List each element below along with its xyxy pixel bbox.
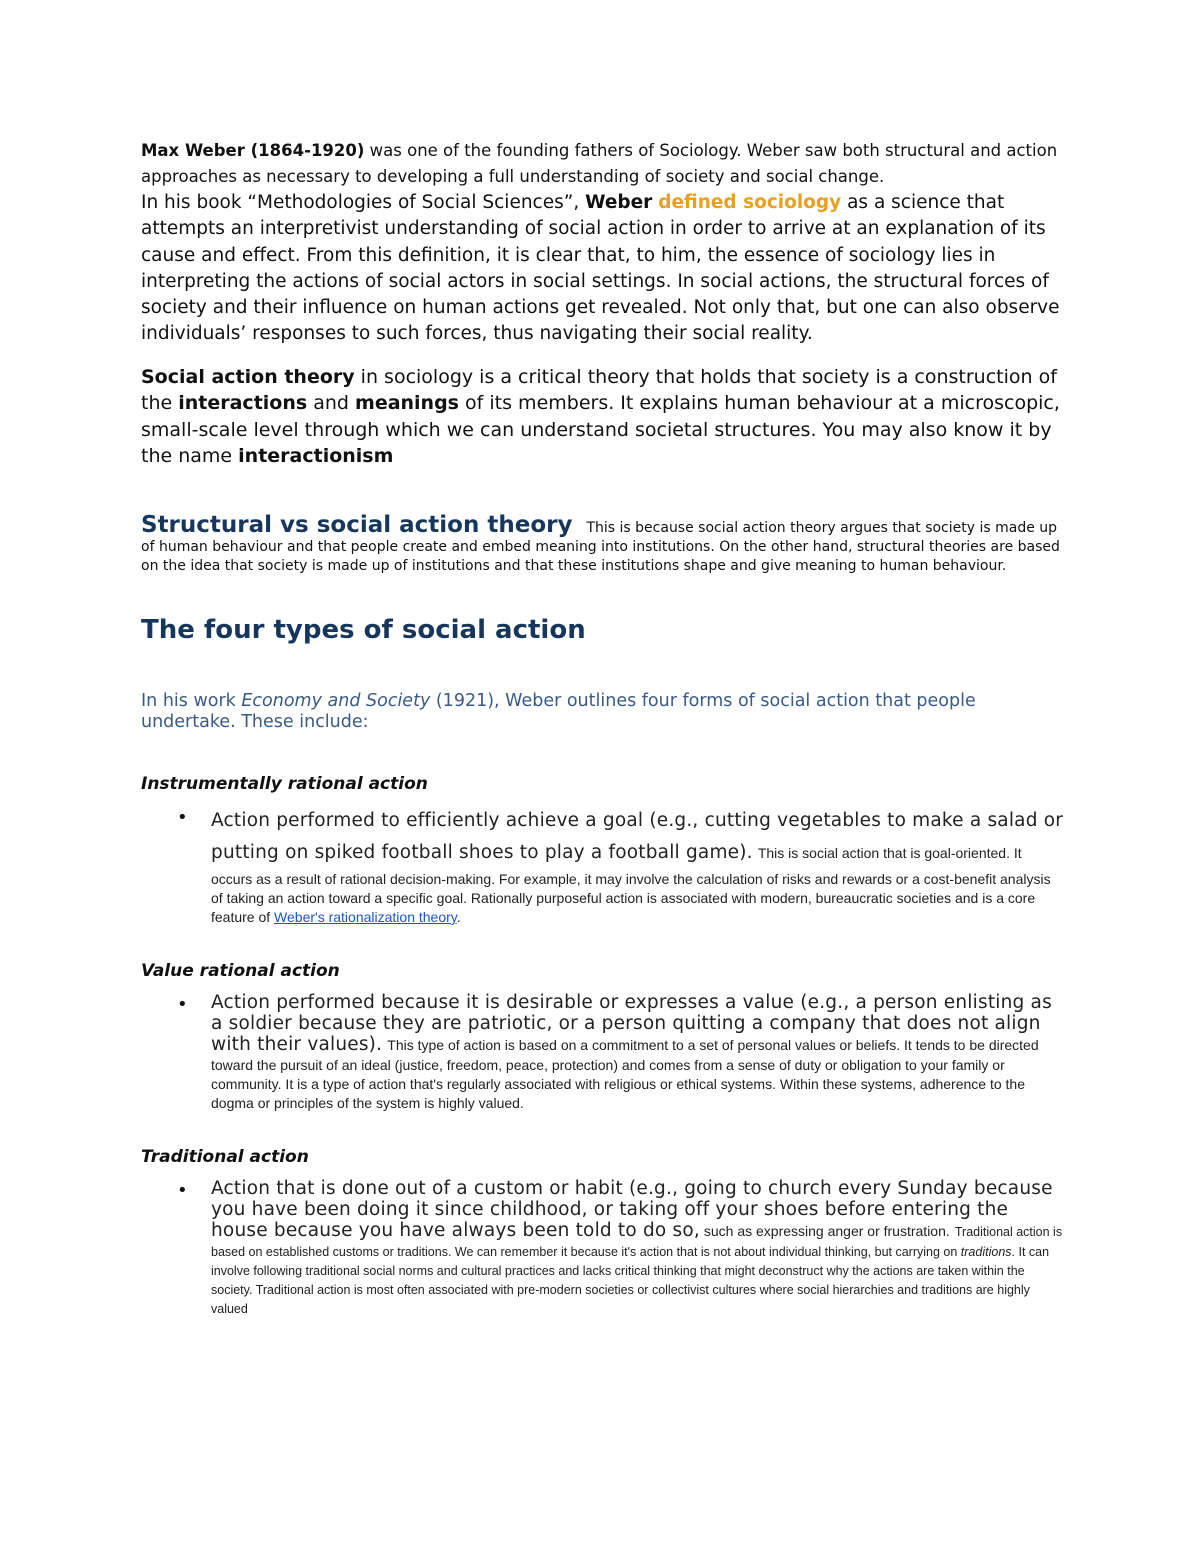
list-item	[141, 1178, 1066, 1317]
four-types-heading: The four types of social action	[141, 614, 586, 645]
type-detail: Traditional action is based on established customs or traditions. We can remember it because it's action that is not about individual thinking, but carrying on	[211, 1224, 1063, 1259]
weber-name: Max Weber (1864-1920)	[141, 141, 365, 160]
type-detail-end: .	[456, 908, 461, 925]
term-social-action-theory: Social action theory	[141, 365, 355, 388]
type-lead-tail: such as expressing anger or frustration.	[699, 1222, 950, 1239]
four-types-intro	[141, 691, 1066, 733]
traditions-em: traditions	[960, 1244, 1012, 1259]
term-interactions: interactions	[178, 392, 308, 415]
term-meanings: meanings	[355, 392, 459, 415]
definition-paragraph	[141, 190, 1066, 348]
definition-text-b: as a science that attempts an interpretivist understanding of social action in order to arrive at an explanation of its cause and effect. From this definition, it is clear that, to him, the essence of sociology lies in interpreting the actions of social actors in social settings. In social actions, the structural forces of society and their influence on human actions get revealed. Not only that, but one can also observe individuals’ responses to such forces, thus navigating their social reality.	[141, 192, 1060, 345]
type-lead: Action performed to efficiently achieve a goal (e.g., cutting vegetables to make a salad or putting on spiked football shoes to play a football game).	[211, 809, 1064, 863]
list-item	[141, 805, 1066, 926]
type-heading: Traditional action	[141, 1146, 309, 1167]
type-heading: Instrumentally rational action	[141, 773, 428, 794]
list-item	[141, 992, 1066, 1112]
bullet-icon: •	[177, 993, 188, 1015]
intro-b: (1921), Weber outlines four forms of social action that people undertake. These include:	[141, 690, 976, 732]
type-detail: This is social action that is goal-oriented. It occurs as a result of rational decision-making. For example, it may involve the calculation of risks and rewards or a cost-benefit analysis of taking an action toward a specific goal. Rationally purposeful action is associated with modern, bureaucratic societies and is a core feature of	[211, 844, 1051, 925]
weber-bold: Weber	[585, 192, 653, 213]
social-action-paragraph	[141, 364, 1066, 470]
definition-text-a: In his book “Methodologies of Social Sciences”,	[141, 192, 586, 213]
defined-sociology-highlight: defined sociology	[658, 192, 842, 213]
type-lead: Action performed because it is desirable or expresses a value (e.g., a person enlisting as a soldier because they are patriotic, or a person quitting a company that does not align with their values).	[211, 991, 1052, 1055]
intro-text: was one of the founding fathers of Sociology. Weber saw both structural and action approaches as necessary to developing a full understanding of society and social change.	[141, 141, 1058, 186]
intro-paragraph	[141, 138, 1066, 190]
structural-section	[141, 511, 1066, 576]
bullet-icon: •	[177, 1179, 188, 1201]
type-detail-b: . It can involve following traditional social norms and cultural practices and lacks critical thinking that might deconstruct why the actions are taken within the society. Traditional action is most often associated with pre-modern societies or collectivist cultures where social hierarchies and traditions are highly valued	[211, 1244, 1050, 1316]
book-title: Economy and Society	[241, 690, 431, 711]
intro-a: In his work	[141, 690, 242, 711]
type-heading: Value rational action	[141, 960, 340, 981]
sa-text-1: in sociology is a critical theory that holds that society is a construction of the	[141, 365, 1057, 415]
structural-heading: Structural vs social action theory	[141, 511, 573, 538]
term-interactionism: interactionism	[238, 445, 394, 468]
structural-body: This is because social action theory argues that society is made up of human behaviour and that people create and embed meaning into institutions. On the other hand, structural theories are based on the idea that society is made up of institutions and that these institutions shape and give meaning to human behaviour.	[141, 519, 1060, 574]
bullet-icon: •	[177, 806, 188, 828]
sa-text-3: of its members. It explains human behaviour at a microscopic, small-scale level through which we can understand societal structures. You may also know it by the name	[141, 392, 1060, 468]
type-detail: This type of action is based on a commitment to a set of personal values or beliefs. It tends to be directed toward the pursuit of an ideal (justice, freedom, peace, protection) and comes from a sense of duty or obligation to your family or community. It is a type of action that's regularly associated with religious or ethical systems. Within these systems, adherence to the dogma or principles of the system is highly valued.	[211, 1036, 1039, 1111]
type-lead: Action that is done out of a custom or habit (e.g., going to church every Sunday because you have been doing it since childhood, or taking off your shoes before entering the house because you have always been told to do so,	[211, 1177, 1053, 1241]
document-page	[141, 138, 1066, 1317]
rationalization-theory-link[interactable]: Weber's rationalization theory	[274, 908, 457, 925]
sa-text-2: and	[307, 392, 356, 415]
